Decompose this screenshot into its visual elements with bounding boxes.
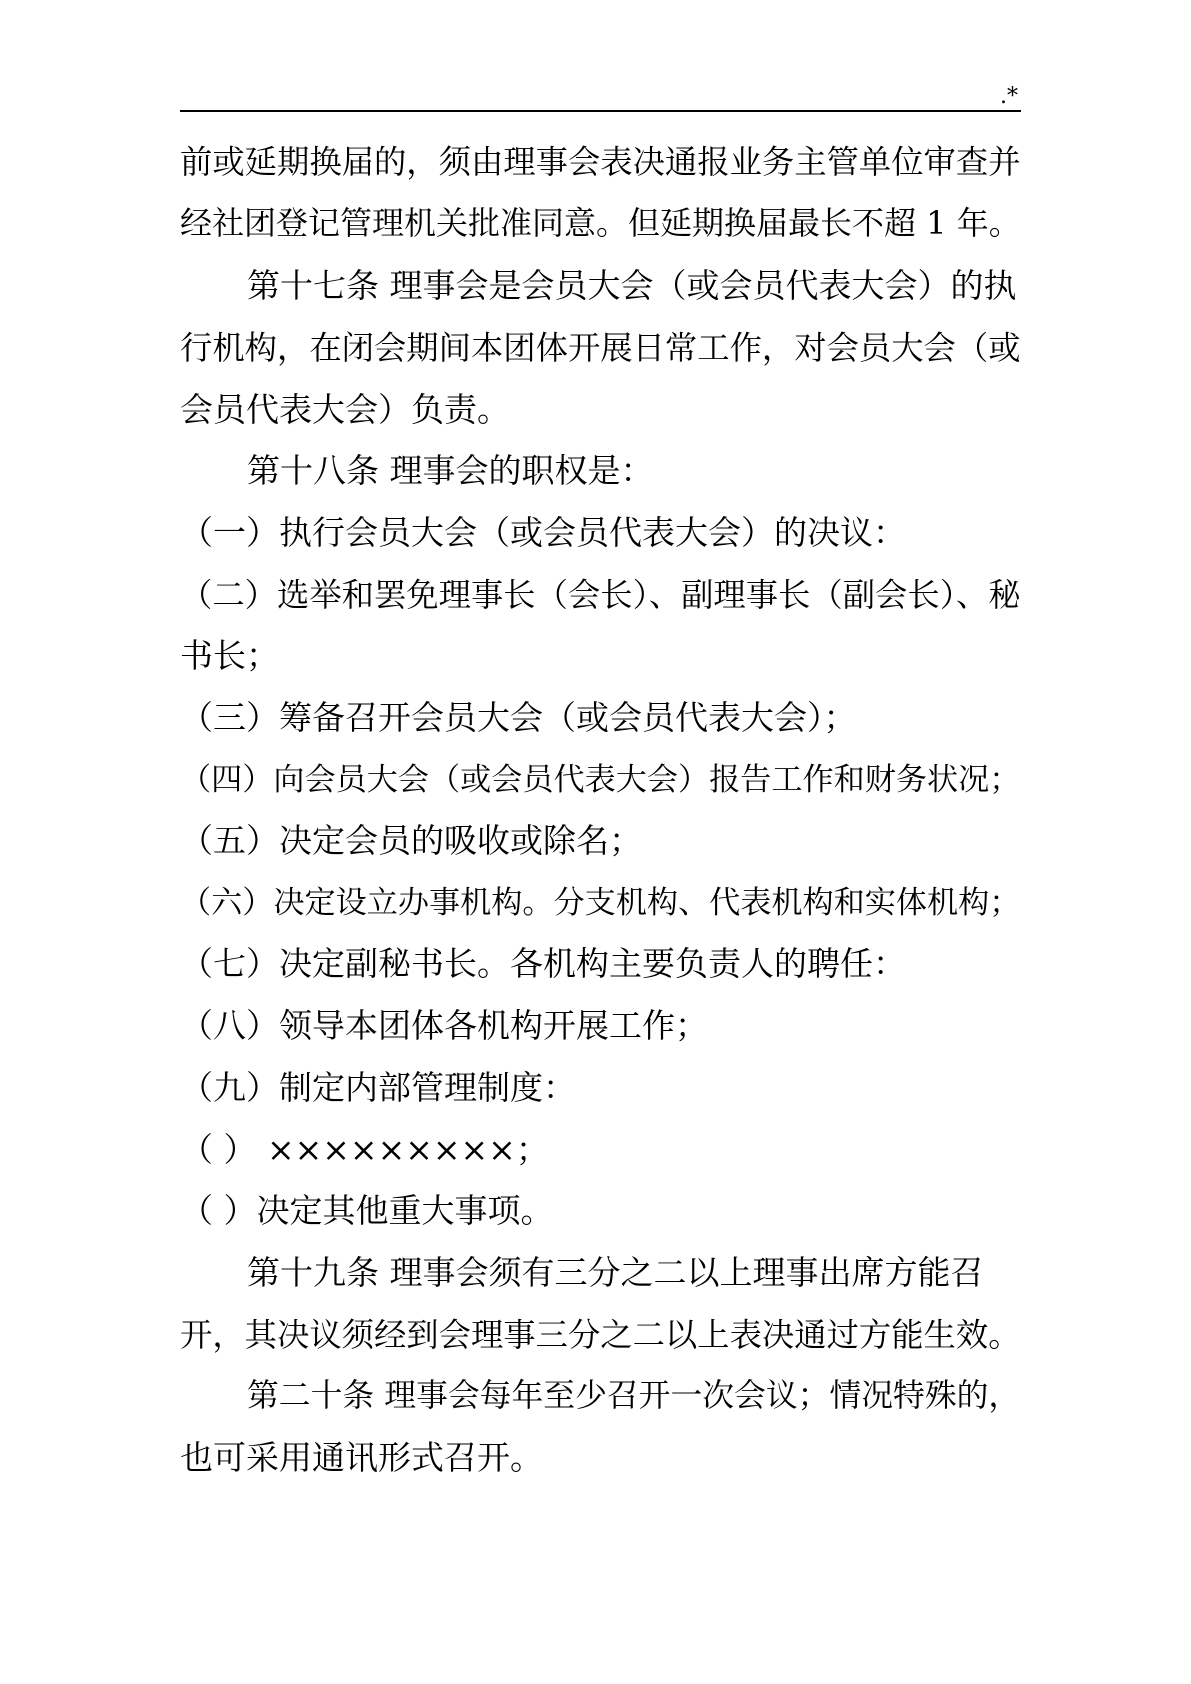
- text-line: 会员代表大会）负责。: [180, 390, 510, 429]
- text-line: 书长；: [180, 636, 279, 675]
- list-item: （九）制定内部管理制度：: [180, 1068, 576, 1107]
- list-item: （三）筹备召开会员大会（或会员代表大会）；: [180, 698, 857, 737]
- header-mark: .*: [1000, 84, 1018, 109]
- text-line: 行机构，在闭会期间本团体开展日常工作，对会员大会（或: [180, 329, 1021, 367]
- list-item: （七）决定副秘书长。各机构主要负责人的聘任：: [180, 944, 906, 983]
- list-item: （二）选举和罢免理事长（会长）、副理事长（副会长）、秘: [180, 576, 1021, 614]
- text-line: 前或延期换届的，须由理事会表决通报业务主管单位审查并: [180, 143, 1021, 181]
- list-item: （五）决定会员的吸收或除名；: [180, 821, 642, 860]
- header-rule: [180, 110, 1021, 112]
- article-20-heading: 第二十条 理事会每年至少召开一次会议；情况特殊的，: [247, 1377, 1021, 1414]
- list-item: （一）执行会员大会（或会员代表大会）的决议：: [180, 513, 906, 552]
- text-line: 开，其决议须经到会理事三分之二以上表决通过方能生效。: [180, 1316, 1021, 1354]
- list-item: （八）领导本团体各机构开展工作；: [180, 1006, 708, 1045]
- list-item: （ ）决定其他重大事项。: [180, 1191, 554, 1230]
- text-line: 也可采用通讯形式召开。: [180, 1438, 543, 1477]
- article-17-heading: 第十七条 理事会是会员大会（或会员代表大会）的执: [247, 266, 1017, 305]
- text-line: 经社团登记管理机关批准同意。但延期换届最长不超 1 年。: [180, 204, 1021, 242]
- article-18-heading: 第十八条 理事会的职权是：: [247, 451, 654, 490]
- list-item: （ ） ×××××××××；: [180, 1130, 549, 1169]
- article-19-heading: 第十九条 理事会须有三分之二以上理事出席方能召: [247, 1253, 984, 1292]
- list-item: （四）向会员大会（或会员代表大会）报告工作和财务状况；: [180, 762, 1021, 798]
- list-item: （六）决定设立办事机构。分支机构、代表机构和实体机构；: [180, 885, 1021, 921]
